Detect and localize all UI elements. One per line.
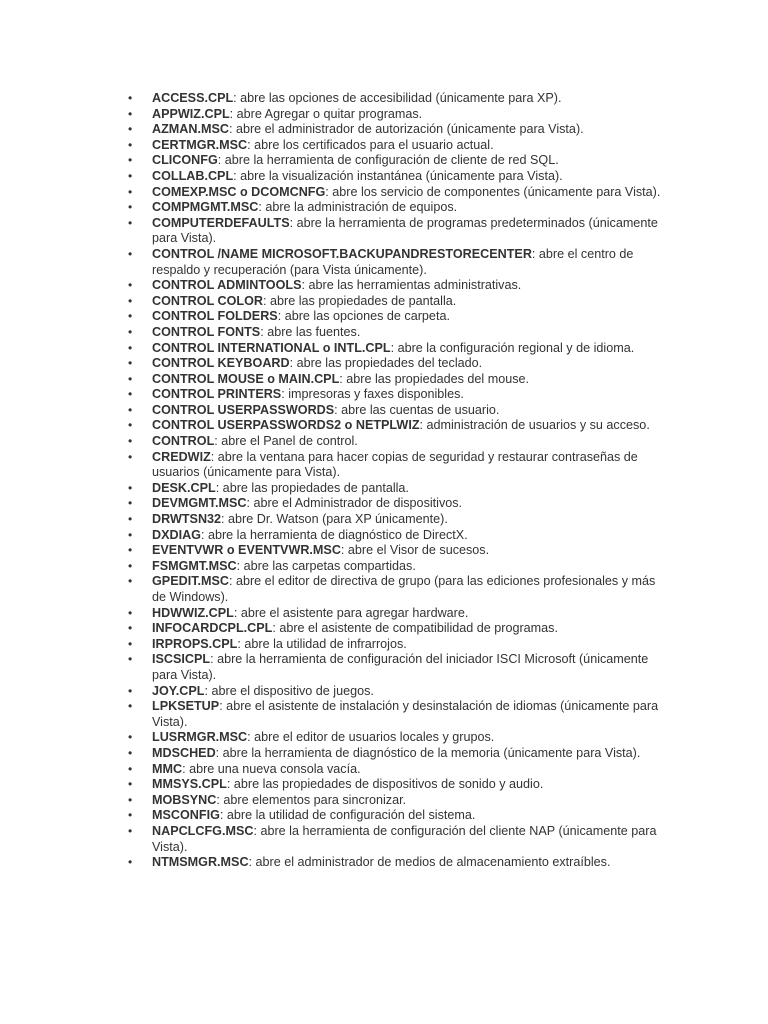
command-description: : abre una nueva consola vacía. (182, 761, 361, 776)
bullet-icon: • (128, 215, 133, 230)
command-description: : abre el Panel de control. (214, 434, 358, 449)
list-item (128, 621, 664, 637)
command-description: : abre las propiedades de dispositivos de sonido y audio. (226, 777, 544, 792)
list-item (128, 683, 664, 700)
bullet-icon: • (128, 168, 133, 183)
command-description: : abre el centro de respaldo y recuperación (para Vista únicamente). (152, 246, 634, 277)
list-item (128, 387, 664, 403)
command-name: AZMAN.MSC (152, 122, 229, 137)
command-name: DRWTSN32 (152, 512, 222, 527)
command-name: MOBSYNC (152, 792, 217, 807)
command-description: : abre las herramientas administrativas. (301, 278, 522, 293)
bullet-icon: • (128, 574, 133, 589)
bullet-icon: • (128, 184, 133, 199)
command-name: CONTROL /NAME MICROSOFT.BACKUPANDRESTORECENTER (152, 246, 532, 261)
list-item (128, 371, 664, 388)
list-item (128, 449, 664, 481)
command-name: LPKSETUP (152, 699, 220, 714)
command-name: CONTROL (152, 434, 215, 449)
list-item (128, 418, 664, 434)
list-item (128, 215, 664, 247)
command-name: JOY.CPL (152, 683, 205, 698)
list-item (128, 137, 664, 154)
list-item (128, 496, 664, 512)
command-name: LUSRMGR.MSC (152, 730, 248, 745)
command-name: CONTROL FONTS (152, 324, 261, 339)
command-description: : abre Agregar o quitar programas. (229, 106, 423, 121)
bullet-icon: • (128, 387, 133, 402)
bullet-icon: • (128, 605, 133, 620)
command-name: MDSCHED (152, 745, 216, 760)
command-name: CONTROL FOLDERS (152, 309, 278, 324)
bullet-icon: • (128, 449, 133, 464)
command-description: : abre las propiedades de pantalla. (263, 293, 457, 308)
command-description: : abre el editor de usuarios locales y grupos. (247, 730, 495, 745)
command-description: : abre la herramienta de configuración del iniciador ISCI Microsoft (únicamente para Vista). (152, 652, 649, 682)
command-description: : abre la utilidad de infrarrojos. (237, 636, 407, 651)
bullet-icon: • (128, 200, 133, 215)
list-item (128, 652, 664, 683)
command-description: : abre el asistente de compatibilidad de programas. (272, 621, 558, 636)
command-name: COMPMGMT.MSC (152, 200, 259, 215)
command-description: : abre la administración de equipos. (258, 200, 458, 215)
bullet-icon: • (128, 761, 133, 776)
command-description: : abre la visualización instantánea (únicamente para Vista). (233, 168, 563, 183)
list-item (128, 792, 664, 809)
command-description: : abre la herramienta de diagnóstico de DirectX. (200, 527, 468, 542)
bullet-icon: • (128, 730, 133, 745)
bullet-icon: • (128, 808, 133, 823)
command-description: : abre la herramienta de configuración del cliente NAP (únicamente para Vista). (152, 823, 657, 854)
list-item (128, 512, 664, 528)
command-name: COMEXP.MSC o DCOMCNFG (152, 184, 326, 199)
command-description: : abre el editor de directiva de grupo (para las ediciones profesionales y más de Windows). (152, 574, 656, 604)
list-item (128, 356, 664, 372)
list-item (128, 200, 664, 216)
bullet-icon: • (128, 512, 133, 527)
command-name: DEVMGMT.MSC (152, 496, 247, 511)
list-item (128, 434, 664, 450)
command-description: : abre las propiedades de pantalla. (215, 480, 409, 495)
list-item (128, 543, 664, 559)
list-item (128, 168, 664, 185)
list-item (128, 153, 664, 169)
command-name: MMSYS.CPL (152, 777, 227, 792)
command-description: : abre elementos para sincronizar. (216, 792, 407, 807)
command-description: : abre la configuración regional y de idioma. (390, 340, 635, 355)
list-item (128, 106, 664, 123)
command-name: CLICONFG (152, 153, 218, 168)
command-description: : abre la herramienta de configuración de cliente de red SQL. (217, 153, 559, 168)
command-description: : abre la ventana para hacer copias de seguridad y restaurar contraseñas de usuarios (únicamente para Vista). (152, 449, 638, 480)
command-description: : abre los servicio de componentes (únicamente para Vista). (325, 184, 661, 199)
command-description: : abre las carpetas compartidas. (236, 558, 416, 573)
list-item (128, 730, 664, 746)
command-name: APPWIZ.CPL (152, 106, 230, 121)
command-description: : abre el asistente de instalación y desinstalación de idiomas (únicamente para Vista). (152, 699, 659, 729)
bullet-icon: • (128, 309, 133, 324)
command-name: CONTROL KEYBOARD (152, 356, 290, 371)
command-description: : abre Dr. Watson (para XP únicamente). (221, 512, 448, 527)
command-list (128, 91, 664, 871)
command-description: : abre la herramienta de programas predeterminados (únicamente para Vista). (152, 215, 658, 246)
command-description: : abre las propiedades del teclado. (289, 356, 483, 371)
command-name: DESK.CPL (152, 480, 216, 495)
bullet-icon: • (128, 745, 133, 760)
command-name: GPEDIT.MSC (152, 574, 229, 589)
command-name: CONTROL USERPASSWORDS2 o NETPLWIZ (152, 418, 420, 433)
command-name: NAPCLCFG.MSC (152, 823, 254, 838)
command-name: CREDWIZ (152, 449, 211, 464)
command-name: CONTROL ADMINTOOLS (152, 278, 302, 293)
list-item (128, 293, 664, 310)
command-name: HDWWIZ.CPL (152, 605, 234, 620)
bullet-icon: • (128, 402, 133, 417)
command-name: IRPROPS.CPL (152, 636, 238, 651)
bullet-icon: • (128, 683, 133, 698)
command-description: : abre las propiedades del mouse. (339, 371, 530, 386)
command-name: CERTMGR.MSC (152, 137, 248, 152)
bullet-icon: • (128, 153, 133, 168)
list-item (128, 823, 664, 855)
bullet-icon: • (128, 106, 133, 121)
bullet-icon: • (128, 527, 133, 542)
command-description: : abre el Administrador de dispositivos. (246, 496, 463, 511)
bullet-icon: • (128, 293, 133, 308)
bullet-icon: • (128, 137, 133, 152)
list-item (128, 605, 664, 622)
list-item (128, 761, 664, 778)
command-description: : abre el administrador de medios de almacenamiento extraíbles. (248, 855, 611, 870)
list-item (128, 324, 664, 341)
list-item (128, 184, 664, 201)
command-description: : abre la herramienta de diagnóstico de la memoria (únicamente para Vista). (215, 745, 641, 760)
command-description: : abre las fuentes. (260, 324, 361, 339)
list-item (128, 91, 664, 107)
bullet-icon: • (128, 636, 133, 651)
command-name: MSCONFIG (152, 808, 220, 823)
command-description: : abre los certificados para el usuario actual. (247, 137, 494, 152)
bullet-icon: • (128, 246, 133, 261)
bullet-icon: • (128, 792, 133, 807)
bullet-icon: • (128, 371, 133, 386)
command-name: COLLAB.CPL (152, 168, 234, 183)
bullet-icon: • (128, 122, 133, 137)
list-item (128, 122, 664, 138)
command-description: : abre el asistente para agregar hardware. (233, 605, 469, 620)
bullet-icon: • (128, 356, 133, 371)
bullet-icon: • (128, 324, 133, 339)
command-description: : abre el administrador de autorización (únicamente para Vista). (228, 122, 584, 137)
command-name: ISCSICPL (152, 652, 211, 667)
bullet-icon: • (128, 699, 133, 714)
command-description: : abre el dispositivo de juegos. (204, 683, 374, 698)
command-name: NTMSMGR.MSC (152, 855, 249, 870)
list-item (128, 574, 664, 605)
command-name: ACCESS.CPL (152, 91, 234, 105)
list-item (128, 745, 664, 762)
command-description: : abre las opciones de accesibilidad (únicamente para XP). (233, 91, 562, 105)
bullet-icon: • (128, 434, 133, 449)
list-item (128, 558, 664, 575)
command-name: EVENTVWR o EVENTVWR.MSC (152, 543, 341, 558)
bullet-icon: • (128, 823, 133, 838)
list-item (128, 278, 664, 294)
bullet-icon: • (128, 558, 133, 573)
list-item (128, 527, 664, 544)
command-name: CONTROL USERPASSWORDS (152, 402, 335, 417)
list-item (128, 777, 664, 793)
bullet-icon: • (128, 340, 133, 355)
command-name: INFOCARDCPL.CPL (152, 621, 273, 636)
list-item (128, 340, 664, 357)
bullet-icon: • (128, 777, 133, 792)
command-description: : impresoras y faxes disponibles. (281, 387, 464, 402)
bullet-icon: • (128, 480, 133, 495)
command-name: CONTROL COLOR (152, 293, 264, 308)
list-item (128, 808, 664, 824)
command-name: CONTROL INTERNATIONAL o INTL.CPL (152, 340, 391, 355)
list-item (128, 699, 664, 730)
bullet-icon: • (128, 496, 133, 511)
bullet-icon: • (128, 621, 133, 636)
command-name: CONTROL MOUSE o MAIN.CPL (152, 371, 340, 386)
list-item (128, 855, 664, 871)
bullet-icon: • (128, 652, 133, 667)
command-name: FSMGMT.MSC (152, 558, 237, 573)
bullet-icon: • (128, 418, 133, 433)
command-name: MMC (152, 761, 183, 776)
command-description: : abre las opciones de carpeta. (277, 309, 450, 324)
command-description: : abre el Visor de sucesos. (340, 543, 490, 558)
command-name: CONTROL PRINTERS (152, 387, 282, 402)
command-description: : administración de usuarios y su acceso. (419, 418, 650, 433)
list-item (128, 402, 664, 419)
bullet-icon: • (128, 543, 133, 558)
command-name: COMPUTERDEFAULTS (152, 215, 290, 230)
bullet-icon: • (128, 855, 133, 870)
list-item (128, 309, 664, 325)
command-description: : abre las cuentas de usuario. (334, 402, 500, 417)
list-item (128, 636, 664, 653)
command-name: DXDIAG (152, 527, 201, 542)
list-item (128, 246, 664, 278)
bullet-icon: • (128, 278, 133, 293)
list-item (128, 480, 664, 497)
command-description: : abre la utilidad de configuración del sistema. (219, 808, 476, 823)
bullet-icon: • (128, 91, 133, 105)
